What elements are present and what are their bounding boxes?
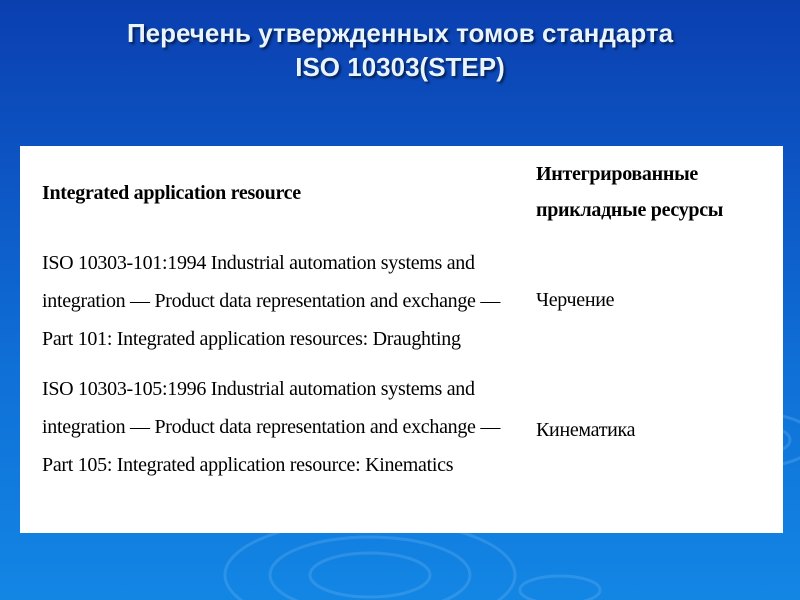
description-line: Part 101: Integrated application resources: Draughting <box>42 328 461 350</box>
description-line: integration — Product data representation and exchange — <box>42 416 501 438</box>
description-line: ISO 10303-105:1996 Industrial automation systems and <box>42 378 475 400</box>
header-russian-line-1: Интегрированные <box>536 163 698 185</box>
header-cell-russian <box>536 156 766 228</box>
description-line: Part 105: Integrated application resource: Kinematics <box>42 454 454 476</box>
description-line: ISO 10303-101:1994 Industrial automation systems and <box>42 252 475 274</box>
header-english-label: Integrated application resource <box>42 182 301 204</box>
header-russian-line-2: прикладные ресурсы <box>536 199 724 221</box>
russian-name-label: Кинематика <box>536 419 636 441</box>
header-cell-english <box>42 174 512 212</box>
row-russian-name <box>536 412 766 448</box>
slide-title-line-1: Перечень утвержденных томов стандарта <box>126 18 674 48</box>
russian-name-label: Черчение <box>536 289 615 311</box>
description-line: integration — Product data representation and exchange — <box>42 290 501 312</box>
slide-title <box>0 16 800 84</box>
slide-title-line-2: ISO 10303(STEP) <box>295 52 505 82</box>
standards-table <box>20 146 783 533</box>
row-english-description <box>42 244 512 358</box>
row-english-description <box>42 370 512 484</box>
row-russian-name <box>536 282 766 318</box>
